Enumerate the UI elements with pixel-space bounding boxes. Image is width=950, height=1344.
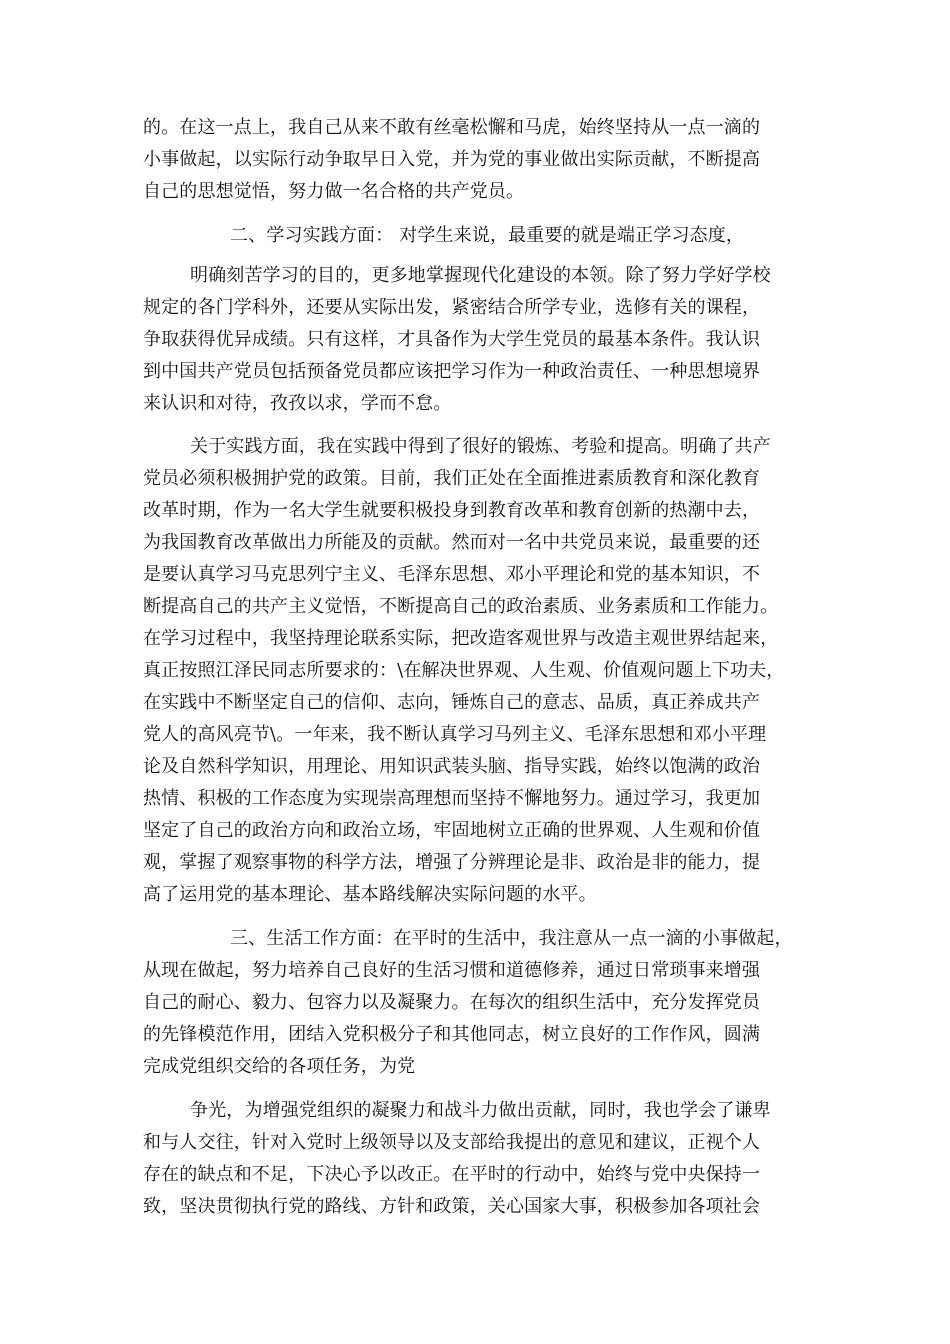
- text-line: 高了运用党的基本理论、基本路线解决实际问题的水平。: [143, 884, 597, 905]
- text-line: 到中国共产党员包括预备党员都应该把学习作为一种政治责任、一种思想境界: [143, 361, 761, 382]
- text-line: 真正按照江泽民同志所要求的：\在解决世界观、人生观、价值观问题上下功夫，: [143, 660, 785, 681]
- text-line: 致，坚决贯彻执行党的路线、方针和政策，关心国家大事，积极参加各项社会: [143, 1196, 761, 1217]
- text-line: 争取获得优异成绩。只有这样，才具备作为大学生党员的最基本条件。我认识: [143, 329, 761, 350]
- text-line: 论及自然科学知识，用理论、用知识武装头脑、指导实践，始终以饱满的政治: [143, 756, 761, 777]
- text-line: 在实践中不断坚定自己的信仰、志向，锤炼自己的意志、品质，真正养成共产: [143, 692, 761, 713]
- text-line: 为我国教育改革做出力所能及的贡献。然而对一名中共党员来说，最重要的还: [143, 532, 761, 553]
- text-line: 自己的耐心、毅力、包容力以及凝聚力。在每次的组织生活中，充分发挥党员: [143, 992, 761, 1013]
- text-line: 在学习过程中，我坚持理论联系实际，把改造客观世界与改造主观世界结起来，: [143, 628, 779, 649]
- text-line: 从现在做起，努力培养自己良好的生活习惯和道德修养，通过日常琐事来增强: [143, 960, 761, 981]
- text-line: 来认识和对待，孜孜以求，学而不怠。: [143, 393, 452, 414]
- text-line: 断提高自己的共产主义觉悟，不断提高自己的政治素质、业务素质和工作能力。: [143, 596, 779, 617]
- section-heading-life-work: 三、生活工作方面：在平时的生活中，我注意从一点一滴的小事做起，: [230, 928, 793, 949]
- text-line: 完成党组织交给的各项任务，为党: [143, 1056, 416, 1077]
- text-line: 观，掌握了观察事物的科学方法，增强了分辨理论是非、政治是非的能力，提: [143, 852, 761, 873]
- text-line: 小事做起，以实际行动争取早日入党，并为党的事业做出实际贡献，不断提高: [143, 149, 761, 170]
- text-line: 坚定了自己的政治方向和政治立场，牢固地树立正确的世界观、人生观和价值: [143, 820, 761, 841]
- text-line: 改革时期，作为一名大学生就要积极投身到教育改革和教育创新的热潮中去，: [143, 500, 761, 521]
- text-line: 的。在这一点上，我自己从来不敢有丝毫松懈和马虎，始终坚持从一点一滴的: [143, 117, 761, 138]
- text-line: 规定的各门学科外，还要从实际出发，紧密结合所学专业，选修有关的课程，: [143, 297, 761, 318]
- text-line: 自己的思想觉悟，努力做一名合格的共产党员。: [143, 181, 525, 202]
- text-line: 是要认真学习马克思列宁主义、毛泽东思想、邓小平理论和党的基本知识，不: [143, 564, 761, 585]
- text-line: 和与人交往，针对入党时上级领导以及支部给我提出的意见和建议，正视个人: [143, 1132, 761, 1153]
- section-heading-study: 二、学习实践方面： 对学生来说，最重要的就是端正学习态度，: [230, 225, 745, 246]
- text-line: 争光，为增强党组织的凝聚力和战斗力做出贡献，同时，我也学会了谦卑: [190, 1100, 771, 1121]
- text-line: 存在的缺点和不足，下决心予以改正。在平时的行动中，始终与党中央保持一: [143, 1164, 761, 1185]
- text-line: 热情、积极的工作态度为实现崇高理想而坚持不懈地努力。通过学习，我更加: [143, 788, 761, 809]
- text-line: 的先锋模范作用，团结入党积极分子和其他同志，树立良好的工作作风，圆满: [143, 1024, 761, 1045]
- text-line: 党员必须积极拥护党的政策。目前，我们正处在全面推进素质教育和深化教育: [143, 468, 761, 489]
- text-line: 党人的高风亮节\。一年来，我不断认真学习马列主义、毛泽东思想和邓小平理: [143, 724, 767, 745]
- text-line: 关于实践方面，我在实践中得到了很好的锻炼、考验和提高。明确了共产: [190, 436, 771, 457]
- text-line: 明确刻苦学习的目的，更多地掌握现代化建设的本领。除了努力学好学校: [190, 265, 771, 286]
